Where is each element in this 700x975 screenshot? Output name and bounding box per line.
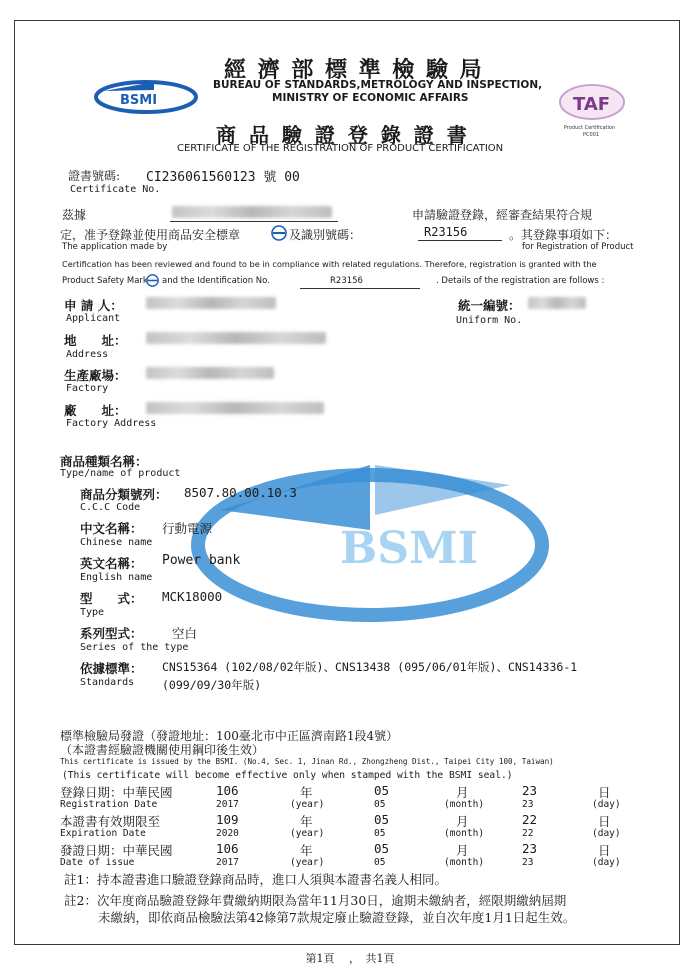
standards-label-en: Standards [80,677,135,688]
standards-value-1: CNS15364 (102/08/02年版)、CNS13438 (095/06/01年版)、CNS14336-1 [162,660,578,674]
series-label-en: Series of the type [80,642,189,653]
ccc-label: 商品分類號列： [80,487,168,502]
standards-value-2: (099/09/30年版) [162,678,262,692]
date-day: 23 [522,841,538,856]
date-month-unit-cn: 月 [456,785,469,800]
date-month-unit-cn: 月 [456,814,469,829]
certificate-no-value: CI236061560123 號 00 [146,170,300,185]
statement-line2-c: 。其登錄事項如下： [509,228,618,242]
date-month: 05 [374,812,390,827]
date-month-en: 05 [374,799,386,810]
date-day-en: 22 [522,828,534,839]
factory-address-label-en: Factory Address [66,418,157,429]
statement-en-line4: Certification has been reviewed and found to be in compliance with related regulations. Therefore, registration is granted with the [62,259,597,269]
taf-logo-icon [556,80,628,138]
certificate-title-cn: 商 品 驗 證 登 錄 證 書 [216,123,470,147]
date-day-unit-cn: 日 [598,843,611,858]
agency-name-en-2: MINISTRY OF ECONOMIC AFFAIRS [272,92,469,104]
date-month-unit-en: (month) [444,857,485,868]
english-name-value: Power bank [162,553,241,568]
date-year-unit-en: (year) [290,857,325,868]
date-month-unit-en: (month) [444,828,485,839]
statement-en-left: The application made by [62,242,168,252]
watermark-text: BSMI [340,523,479,574]
date-year-unit-cn: 年 [300,814,313,829]
product-type-label-en: Type/name of product [60,468,181,479]
date-month-unit-en: (month) [444,799,485,810]
certificate-title-en: CERTIFICATE OF THE REGISTRATION OF PRODUCT CERTIFICATION [177,143,504,154]
standards-label: 依據標準： [80,661,143,676]
date-roc-year: 106 [216,841,239,856]
underline-code [418,240,502,241]
date-month-en: 05 [374,828,386,839]
logo-text: BSMI [120,93,158,108]
date-month-en: 05 [374,857,386,868]
applicant-label-en: Applicant [66,313,121,324]
certificate-no-label-en: Certificate No. [70,184,161,195]
date-ad-year: 2017 [216,799,239,810]
ccc-label-en: C.C.C Code [80,502,141,513]
factory-label: 生產廠場： [64,368,127,383]
address-label-en: Address [66,349,109,360]
statement-en-right: for Registration of Product [522,242,634,252]
taf-sub1: Product Certification [564,125,616,131]
applicant-redacted [146,297,276,309]
date-day-unit-en: (day) [592,828,621,839]
chinese-name-label: 中文名稱： [80,521,143,536]
address-redacted [146,332,326,344]
zi-ju: 茲據 [62,208,87,222]
page-footer: 第1頁 ， 共1頁 [305,952,395,965]
date-month-unit-cn: 月 [456,843,469,858]
uniform-no-label-en: Uniform No. [456,315,523,326]
date-roc-year: 106 [216,783,239,798]
date-month: 05 [374,841,390,856]
date-month: 05 [374,783,390,798]
certificate-no-label: 證書號碼: [68,169,121,183]
uniform-no-label: 統一編號： [458,298,521,313]
taf-text: TAF [573,94,611,115]
statement-en-line5-b: and the Identification No. [162,276,270,286]
applicant-label: 申 請 人： [64,298,123,313]
statement-en-line5-c: . Details of the registration are follows : [436,276,605,286]
model-value: MCK18000 [162,589,223,604]
date-day-unit-cn: 日 [598,785,611,800]
series-label: 系列型式： [80,626,143,641]
factory-label-en: Factory [66,383,109,394]
uniform-no-redacted [528,297,586,309]
series-value: 空白 [172,626,198,641]
chinese-name-value: 行動電源 [162,521,213,536]
safety-mark-small-icon [146,274,159,287]
safety-mark-icon [271,225,287,241]
date-day: 23 [522,783,538,798]
agency-name-cn: 經 濟 部 標 準 檢 驗 局 [224,57,484,83]
bsmi-watermark-icon [190,455,550,630]
issuer-line-2: （本證書經驗證機關使用鋼印後生效） [60,743,265,757]
ccc-value: 8507.80.00.10.3 [184,485,297,500]
issuer-line-1: 標準檢驗局發證（發證地址：100臺北市中正區濟南路1段4號） [60,729,399,743]
date-day-unit-en: (day) [592,799,621,810]
date-label-cn: 本證書有效期限至 [60,814,161,829]
factory-redacted [146,367,274,379]
factory-address-redacted [146,402,324,414]
statement-en-line5-a: Product Safety Mark [62,276,148,286]
date-year-unit-cn: 年 [300,843,313,858]
date-year-unit-en: (year) [290,799,325,810]
date-label-en: Expiration Date [60,828,146,839]
note-2-b: 未繳納，即依商品檢驗法第42條第7款規定廢止驗證登錄，並自次年度1月1日起生效。 [98,910,576,925]
identification-code: R23156 [424,225,468,239]
date-ad-year: 2017 [216,857,239,868]
statement-line2: 定，准予登錄並使用商品安全標章 [60,228,241,242]
statement-en-code: R23156 [330,276,363,286]
date-day-en: 23 [522,799,534,810]
bsmi-logo-icon [94,76,206,118]
date-label-en: Date of issue [60,857,135,868]
english-name-label-en: English name [80,572,153,583]
agency-name-en-1: BUREAU OF STANDARDS,METROLOGY AND INSPECTION, [213,79,543,91]
address-label: 地 址： [64,333,127,348]
date-label-en: Registration Date [60,799,158,810]
product-type-label: 商品種類名稱： [60,454,148,469]
applicant-name-redacted [172,206,332,218]
chinese-name-label-en: Chinese name [80,537,153,548]
english-name-label: 英文名稱： [80,556,143,571]
date-roc-year: 109 [216,812,239,827]
statement-right-cn: 申請驗證登錄，經審查結果符合規 [412,208,593,222]
underline-code-en [300,288,420,289]
date-day-unit-cn: 日 [598,814,611,829]
issuer-line-4: (This certificate will become effective only when stamped with the BSMI seal.) [62,770,513,781]
date-label-cn: 發證日期：中華民國 [60,843,173,858]
statement-line2-b: 及識別號碼： [289,228,362,242]
date-ad-year: 2020 [216,828,239,839]
taf-sub2: PC001 [583,132,600,138]
model-label: 型 式： [80,591,143,606]
issuer-line-3: This certificate is issued by the BSMI. (No.4, Sec. 1, Jinan Rd., Zhongzheng Dist., Taipei City 100, Taiwan) [60,757,554,766]
date-day: 22 [522,812,538,827]
date-day-unit-en: (day) [592,857,621,868]
note-1: 註1：持本證書進口驗證登錄商品時，進口人須與本證書名義人相同。 [64,872,447,887]
date-year-unit-cn: 年 [300,785,313,800]
underline-applicant [170,221,338,222]
note-2-a: 註2：次年度商品驗證登錄年費繳納期限為當年11月30日，逾期未繳納者，經限期繳納屆期 [64,893,567,908]
factory-address-label: 廠 址： [64,403,127,418]
date-day-en: 23 [522,857,534,868]
date-year-unit-en: (year) [290,828,325,839]
date-label-cn: 登錄日期：中華民國 [60,785,173,800]
model-label-en: Type [80,607,105,618]
